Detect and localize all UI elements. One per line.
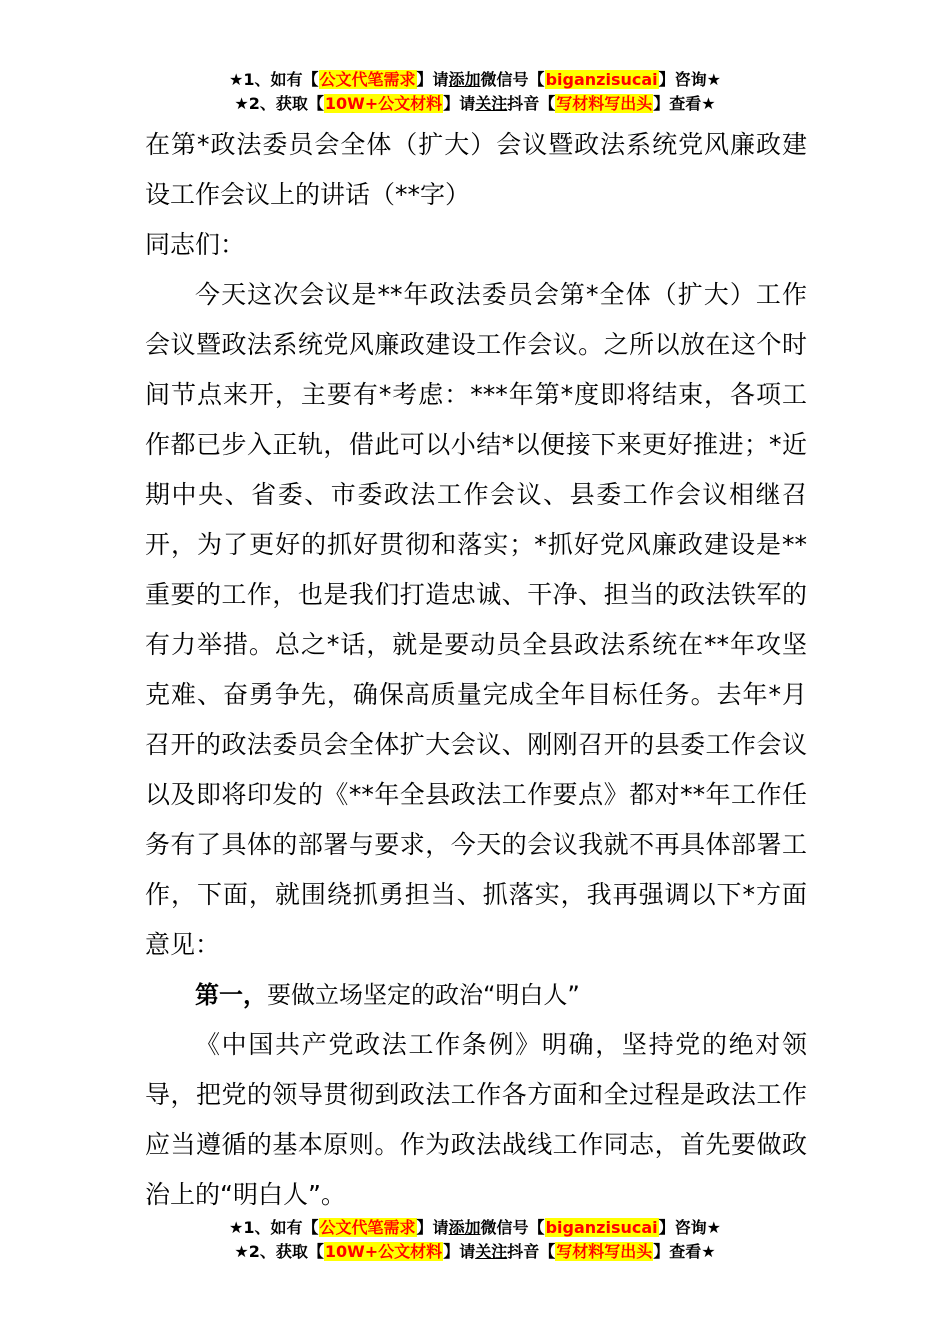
promo-banner-top [0,68,950,116]
paragraph-intro: 今天这次会议是**年政法委员会第*全体（扩大）工作会议暨政法系统党风廉政建设工作会议。之所以放在这个时间节点来开，主要有*考虑：***年第*度即将结束，各项工作都已步入正轨，借此可以小结*以便接下来更好推进；*近期中央、省委、市委政法工作会议、县委工作会议相继召开，为了更好的抓好贯彻和落实；*抓好党风廉政建设是**重要的工作，也是我们打造忠诚、干净、担当的政法铁军的有力举措。总之*话，就是要动员全县政法系统在**年攻坚克难、奋勇争先，确保高质量完成全年目标任务。去年*月召开的政法委员会全体扩大会议、刚刚召开的县委工作会议以及即将印发的《**年全县政法工作要点》都对**年工作任务有了具体的部署与要求，今天的会议我就不再具体部署工作，下面，就围绕抓勇担当、抓落实，我再强调以下*方面意见： [145,280,807,959]
promo-text: 】请 [443,94,476,113]
highlight-service: 公文代笔需求 [319,70,416,89]
promo-text: 微信号【 [480,70,545,89]
promo-text: 】咨询★ [658,1218,721,1237]
promo-text: 关注 [475,1242,508,1261]
highlight-materials: 10W+公文材料 [324,94,443,113]
section-heading-label: 第一， [195,981,267,1009]
promo-line-2 [0,1240,950,1264]
salutation: 同志们： [145,230,246,259]
section-heading-1 [145,970,807,1020]
promo-text: 】查看★ [653,94,716,113]
promo-text: 】请 [443,1242,476,1261]
promo-line-1 [0,1216,950,1240]
promo-text: 】查看★ [653,1242,716,1261]
promo-text: 抖音【 [507,1242,556,1261]
promo-text: 抖音【 [507,94,556,113]
promo-text: 】咨询★ [658,70,721,89]
promo-text: 】请 [416,1218,449,1237]
promo-text: 关注 [475,94,508,113]
document-title: 在第*政法委员会全体（扩大）会议暨政法系统党风廉政建设工作会议上的讲话（**字） [145,130,807,209]
promo-text: 添加 [448,1218,481,1237]
promo-text: 】请 [416,70,449,89]
highlight-douyin-account: 写材料写出头 [556,1242,653,1261]
promo-text: ★1、如有【 [229,70,319,89]
highlight-wechat-id: biganzisucai [545,70,658,89]
section-heading-text: 要做立场坚定的政治“明白人” [267,981,580,1009]
document-body [145,120,807,1220]
promo-text: ★2、获取【 [234,94,324,113]
highlight-douyin-account: 写材料写出头 [556,94,653,113]
promo-line-2 [0,92,950,116]
promo-line-1 [0,68,950,92]
highlight-wechat-id: biganzisucai [545,1218,658,1237]
promo-text: ★2、获取【 [234,1242,324,1261]
promo-banner-bottom [0,1216,950,1264]
paragraph-section-1: 《中国共产党政法工作条例》明确，坚持党的绝对领导，把党的领导贯彻到政法工作各方面和全过程是政法工作应当遵循的基本原则。作为政法战线工作同志，首先要做政治上的“明白人”。 [145,1030,807,1209]
highlight-materials: 10W+公文材料 [324,1242,443,1261]
highlight-service: 公文代笔需求 [319,1218,416,1237]
promo-text: ★1、如有【 [229,1218,319,1237]
promo-text: 添加 [448,70,481,89]
promo-text: 微信号【 [480,1218,545,1237]
